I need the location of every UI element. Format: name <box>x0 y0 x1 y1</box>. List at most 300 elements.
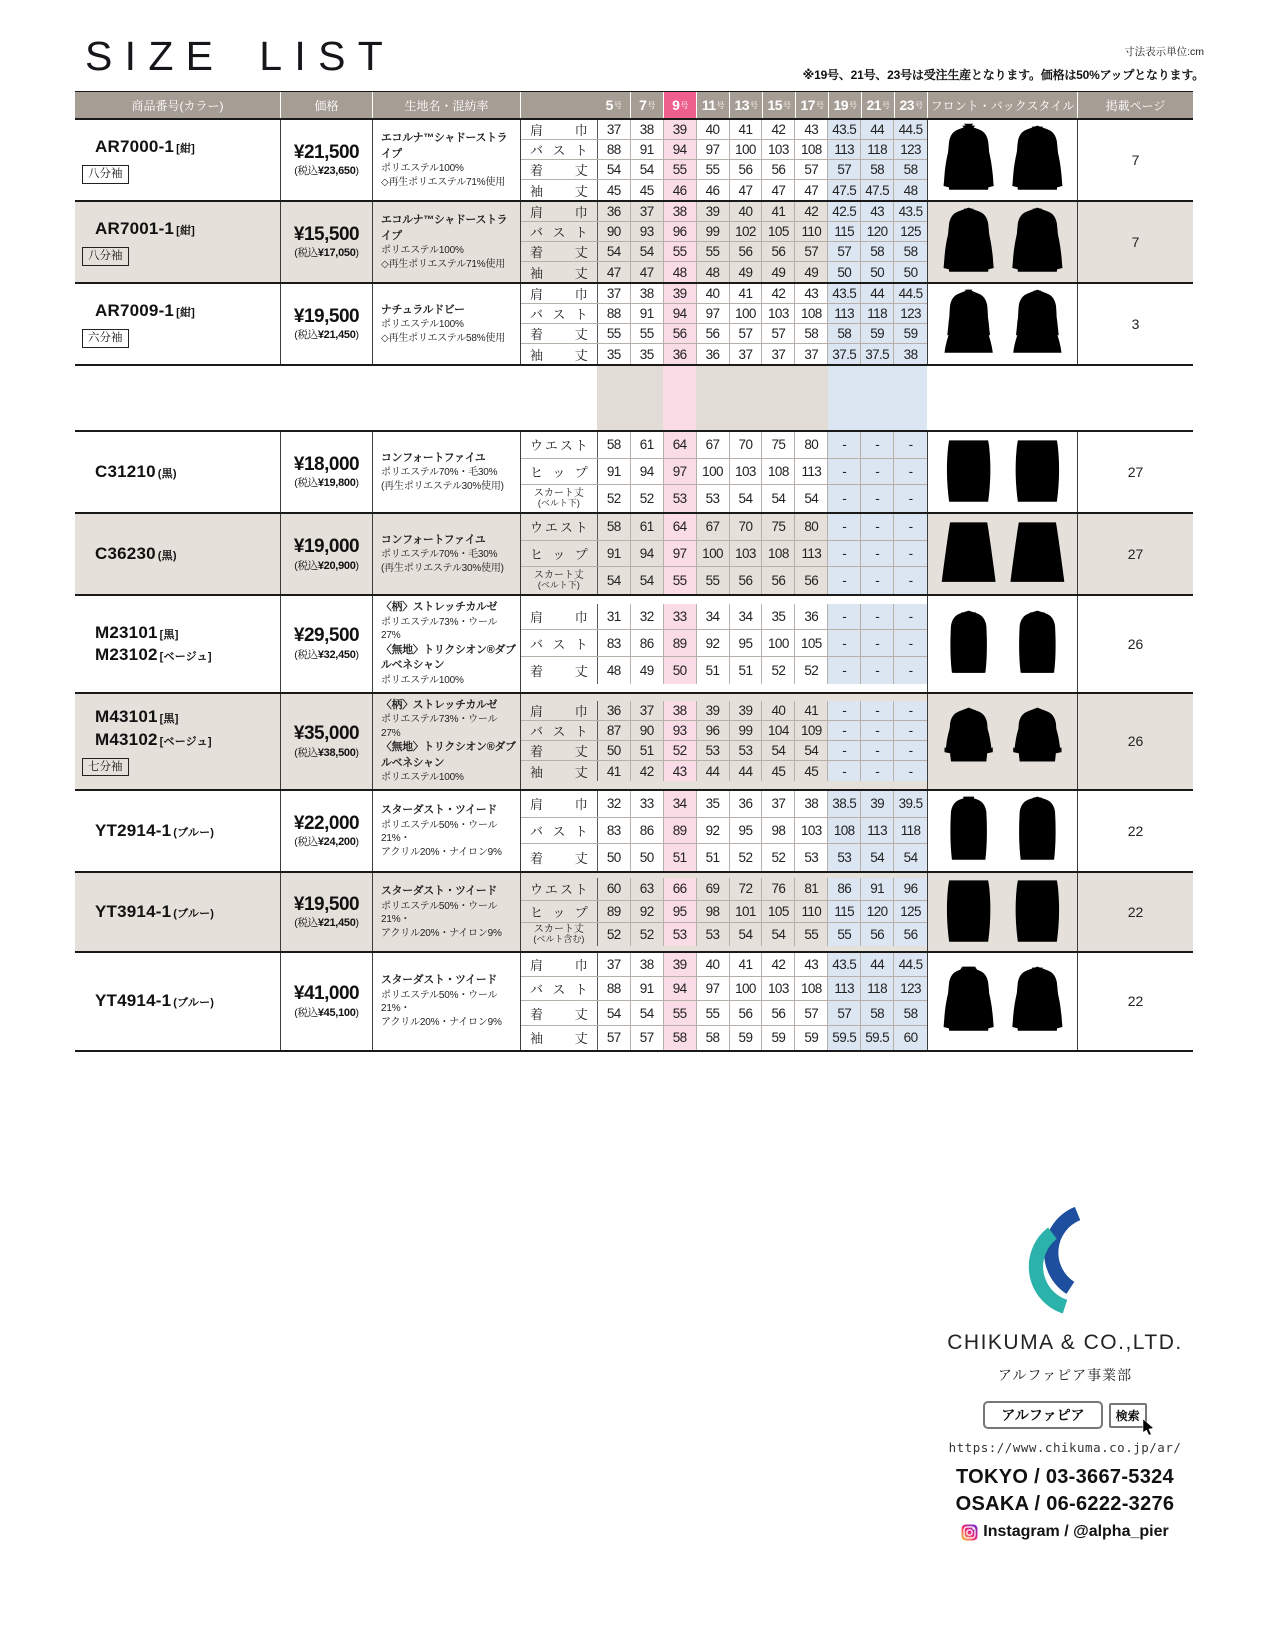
size-value: 55 <box>664 567 697 594</box>
fabric-line: ポリエステル73%・ウール27% <box>381 616 498 642</box>
size-table <box>75 91 1193 1052</box>
size-value: 37 <box>598 120 631 139</box>
measurement-label: 袖 丈 <box>521 761 598 781</box>
size-value: - <box>894 721 927 740</box>
measurement-label: バ ス ト <box>521 304 598 323</box>
product-row-M43101 <box>75 692 1193 789</box>
size-value: 103 <box>730 541 763 567</box>
size-value: 53 <box>795 844 828 871</box>
size-value: 52 <box>598 485 631 512</box>
size-value: 55 <box>697 242 730 261</box>
fabric-line: ポリエステル50%・ウール21%・ <box>381 819 498 845</box>
price-cell <box>280 284 372 364</box>
measurement-row <box>521 818 927 845</box>
size-value: 38 <box>664 701 697 720</box>
price-value: ¥35,000 <box>293 722 360 744</box>
size-value: 55 <box>664 1001 697 1024</box>
fabric-line: アクリル20%・ナイロン9% <box>381 1016 502 1028</box>
fabric-line: ポリエステル100% <box>381 163 464 175</box>
measurement-label: バ ス ト <box>521 140 598 159</box>
size-value: 108 <box>795 140 828 159</box>
size-value: 56 <box>730 567 763 594</box>
size-value: 59 <box>894 324 927 343</box>
garment-illustration <box>933 433 1073 511</box>
size-column-header-21: 21 号 <box>861 92 894 118</box>
product-code: M23102 [ベージュ] <box>95 644 212 664</box>
size-value: 43 <box>795 120 828 139</box>
size-value: 44 <box>861 120 894 139</box>
size-value: 54 <box>598 160 631 179</box>
size-value: 88 <box>598 140 631 159</box>
fabric-line: ポリエステル100% <box>381 319 464 331</box>
size-value: 90 <box>631 721 664 740</box>
measurement-row <box>521 977 927 1001</box>
size-value: - <box>894 761 927 781</box>
size-value: 100 <box>730 977 763 1000</box>
size-value: 58 <box>861 242 894 261</box>
price-cell <box>280 873 372 951</box>
size-value: 38 <box>631 120 664 139</box>
size-value: 55 <box>664 242 697 261</box>
measurement-label: 着 丈 <box>521 741 598 760</box>
measurement-row <box>521 567 927 594</box>
measurement-grid <box>520 596 927 691</box>
measurement-row <box>521 901 927 924</box>
size-value: 115 <box>828 901 861 923</box>
size-value: 80 <box>795 514 828 540</box>
fabric-line: スターダスト・ツイード <box>381 884 498 897</box>
measurement-label: 着 丈 <box>521 242 598 261</box>
size-value: 49 <box>730 262 763 282</box>
measurement-grid <box>520 202 927 282</box>
fabric-line: 〈無地〉トリクシオン®ダブルベネシャン <box>381 741 516 769</box>
size-value: 59.5 <box>828 1026 861 1050</box>
size-value: 108 <box>762 541 795 567</box>
size-value: 56 <box>762 1001 795 1024</box>
measurement-row <box>521 304 927 324</box>
size-value: - <box>894 741 927 760</box>
page-number: 26 <box>1077 596 1193 691</box>
size-value: 97 <box>697 140 730 159</box>
size-value: 38 <box>795 791 828 817</box>
tax-included-price: (税込¥32,450) <box>294 649 359 662</box>
size-value: - <box>861 514 894 540</box>
product-cell <box>75 596 280 691</box>
product-row-C31210 <box>75 430 1193 512</box>
measurement-grid <box>520 791 927 871</box>
size-value: 41 <box>730 120 763 139</box>
measurement-row <box>521 180 927 200</box>
cursor-icon <box>1142 1419 1156 1436</box>
measurement-row <box>521 459 927 486</box>
product-row-M23101 <box>75 594 1193 691</box>
website-url: https://www.chikuma.co.jp/ar/ <box>948 1440 1182 1455</box>
size-column-header-19: 19 号 <box>828 92 861 118</box>
fabric-line: スターダスト・ツイード <box>381 803 498 816</box>
product-cell <box>75 514 280 594</box>
measurement-grid <box>520 120 927 200</box>
size-value: 118 <box>894 818 927 844</box>
garment-illustration <box>933 702 1073 780</box>
size-value: 96 <box>894 878 927 900</box>
size-value: 100 <box>730 304 763 323</box>
band-blue <box>828 366 927 430</box>
size-value: - <box>894 657 927 684</box>
size-value: 38 <box>894 344 927 364</box>
page-number: 22 <box>1077 953 1193 1050</box>
size-value: - <box>828 701 861 720</box>
page-title: SIZE LIST <box>85 33 396 79</box>
size-value: 70 <box>730 514 763 540</box>
size-value: 37 <box>631 701 664 720</box>
size-value: 60 <box>894 1026 927 1050</box>
measurement-label: 肩 巾 <box>521 791 598 817</box>
size-value: 43 <box>861 202 894 221</box>
size-value: 34 <box>697 604 730 630</box>
size-value: 50 <box>598 741 631 760</box>
measurement-row <box>521 701 927 721</box>
measurement-row <box>521 844 927 871</box>
size-value: 104 <box>762 721 795 740</box>
size-value: - <box>828 485 861 512</box>
size-value: 113 <box>795 541 828 567</box>
measurement-label: 着 丈 <box>521 160 598 179</box>
measurement-label: ウ エ ス ト <box>521 432 598 458</box>
top-notes <box>803 44 1204 83</box>
size-value: 54 <box>894 844 927 871</box>
size-value: 58 <box>894 1001 927 1024</box>
size-value: 89 <box>598 901 631 923</box>
measurement-label: 袖 丈 <box>521 1026 598 1050</box>
size-value: 34 <box>664 791 697 817</box>
size-value: 37 <box>730 344 763 364</box>
size-value: 97 <box>664 459 697 485</box>
product-code: YT4914-1 (ブルー) <box>95 991 215 1011</box>
product-row-YT3914-1 <box>75 871 1193 951</box>
size-value: 54 <box>795 485 828 512</box>
page-number: 7 <box>1077 120 1193 200</box>
price-cell <box>280 514 372 594</box>
measurement-label: ウ エ ス ト <box>521 878 598 900</box>
tax-included-price: (税込¥24,200) <box>294 836 359 849</box>
size-value: 55 <box>795 923 828 946</box>
size-value: 67 <box>697 432 730 458</box>
size-value: 54 <box>631 160 664 179</box>
size-value: 83 <box>598 630 631 656</box>
size-value: 60 <box>598 878 631 900</box>
measurement-label: 着 丈 <box>521 844 598 871</box>
size-column-header-9: 9 号 <box>663 92 696 118</box>
fabric-line: 〈柄〉ストレッチカルゼ <box>381 698 498 711</box>
size-value: 92 <box>631 901 664 923</box>
product-codes <box>95 300 280 322</box>
size-value: 39 <box>664 953 697 976</box>
product-codes <box>95 543 280 565</box>
measurement-label: 着 丈 <box>521 324 598 343</box>
size-value: 55 <box>828 923 861 946</box>
size-value: 47 <box>762 180 795 200</box>
size-value: 58 <box>795 324 828 343</box>
product-codes <box>95 461 280 483</box>
page-number: 7 <box>1077 202 1193 282</box>
size-value: 44 <box>730 761 763 781</box>
size-value: 58 <box>697 1026 730 1050</box>
measurement-row <box>521 262 927 282</box>
size-value: - <box>861 485 894 512</box>
size-column-header-5: 5 号 <box>605 97 622 113</box>
price-value: ¥18,000 <box>293 453 360 475</box>
size-value: 45 <box>762 761 795 781</box>
size-value: 105 <box>795 630 828 656</box>
size-value: 92 <box>697 630 730 656</box>
size-value: 87 <box>598 721 631 740</box>
size-value: 61 <box>631 514 664 540</box>
page-number: 27 <box>1077 514 1193 594</box>
price-value: ¥19,500 <box>293 893 360 915</box>
size-value: 57 <box>762 324 795 343</box>
size-value: 48 <box>664 262 697 282</box>
size-value: 52 <box>598 923 631 946</box>
size-value: 33 <box>631 791 664 817</box>
measurement-row <box>521 242 927 262</box>
size-value: 93 <box>631 222 664 241</box>
size-value: - <box>861 741 894 760</box>
fabric-line: エコルナ™シャドーストライプ <box>381 131 508 160</box>
measurement-row <box>521 120 927 140</box>
header-measure-blank <box>520 92 597 118</box>
size-value: 51 <box>631 741 664 760</box>
size-value: 113 <box>861 818 894 844</box>
size-value: 39 <box>664 120 697 139</box>
measurement-label: 肩 巾 <box>521 284 598 303</box>
size-value: 55 <box>697 1001 730 1024</box>
price-value: ¥41,000 <box>293 982 360 1004</box>
product-codes <box>95 136 280 158</box>
measurement-row <box>521 1001 927 1025</box>
measurement-label: 肩 巾 <box>521 604 598 630</box>
product-cell <box>75 284 280 364</box>
size-value: 56 <box>762 242 795 261</box>
size-value: 91 <box>598 541 631 567</box>
measurement-label: スカート丈 (ベルト含む) <box>521 923 598 946</box>
size-value: - <box>828 630 861 656</box>
band-beige-mid <box>696 366 828 430</box>
product-codes <box>95 990 280 1012</box>
size-value: 35 <box>697 791 730 817</box>
size-value: 36 <box>598 701 631 720</box>
size-value: 41 <box>762 202 795 221</box>
garment-illustration <box>933 285 1073 363</box>
measurement-row <box>521 514 927 541</box>
size-value: 58 <box>598 514 631 540</box>
measurement-label: ヒ ッ プ <box>521 541 598 567</box>
size-value: - <box>894 604 927 630</box>
garment-illustration <box>933 873 1073 951</box>
product-cell <box>75 791 280 871</box>
size-value: 113 <box>795 459 828 485</box>
phone-tokyo: TOKYO / 03-3667-5324 <box>956 1466 1174 1488</box>
size-value: 43.5 <box>828 120 861 139</box>
product-cell <box>75 953 280 1050</box>
fabric-line: アクリル20%・ナイロン9% <box>381 846 502 858</box>
measurement-label: バ ス ト <box>521 222 598 241</box>
size-value: 110 <box>795 222 828 241</box>
size-value: - <box>861 630 894 656</box>
size-value: 53 <box>730 741 763 760</box>
size-value: 81 <box>795 878 828 900</box>
measurement-label: バ ス ト <box>521 818 598 844</box>
size-value: - <box>861 761 894 781</box>
price-cell <box>280 120 372 200</box>
size-value: 56 <box>762 567 795 594</box>
size-value: 57 <box>828 1001 861 1024</box>
size-value: 44 <box>861 953 894 976</box>
product-code: C31210 (黒) <box>95 461 177 481</box>
size-value: 31 <box>598 604 631 630</box>
product-cell <box>75 873 280 951</box>
size-value: 95 <box>664 901 697 923</box>
size-value: 53 <box>664 923 697 946</box>
front-back-style-cell <box>927 953 1077 1050</box>
size-value: 51 <box>697 844 730 871</box>
size-value: - <box>894 459 927 485</box>
size-value: 59 <box>762 1026 795 1050</box>
size-value: 47.5 <box>861 180 894 200</box>
size-value: 37 <box>795 344 828 364</box>
measurement-grid <box>520 432 927 512</box>
size-value: 123 <box>894 304 927 323</box>
size-value: 54 <box>795 741 828 760</box>
size-value: 100 <box>730 140 763 159</box>
size-value: 91 <box>598 459 631 485</box>
tax-included-price: (税込¥19,800) <box>294 477 359 490</box>
fabric-cell <box>372 791 520 871</box>
page-number: 22 <box>1077 873 1193 951</box>
size-value: 95 <box>730 630 763 656</box>
size-value: 57 <box>598 1026 631 1050</box>
size-value: 101 <box>730 901 763 923</box>
measurement-row <box>521 541 927 568</box>
size-value: 36 <box>795 604 828 630</box>
size-value: 75 <box>762 432 795 458</box>
size-value: 95 <box>730 818 763 844</box>
size-value: 54 <box>631 567 664 594</box>
product-row-YT2914-1 <box>75 789 1193 871</box>
size-value: 52 <box>664 741 697 760</box>
front-back-style-cell <box>927 284 1077 364</box>
size-value: 125 <box>894 901 927 923</box>
garment-illustration <box>933 515 1073 593</box>
size-value: 69 <box>697 878 730 900</box>
size-value: 94 <box>631 459 664 485</box>
size-value: 56 <box>730 1001 763 1024</box>
size-value: 50 <box>664 657 697 684</box>
measurement-grid <box>520 694 927 789</box>
size-value: 43.5 <box>828 953 861 976</box>
header-fabric: 生地名・混紡率 <box>372 92 520 118</box>
fabric-line: ◇再生ポリエステル71%使用 <box>381 258 506 270</box>
tax-included-price: (税込¥20,900) <box>294 559 359 572</box>
size-value: 97 <box>697 977 730 1000</box>
footer <box>935 1205 1195 1541</box>
size-value: 50 <box>828 262 861 282</box>
measurement-label: ウ エ ス ト <box>521 514 598 540</box>
size-value: 118 <box>861 140 894 159</box>
size-value: 39 <box>730 701 763 720</box>
size-value: 118 <box>861 977 894 1000</box>
size-value: 88 <box>598 977 631 1000</box>
size-value: 46 <box>697 180 730 200</box>
size-value: - <box>894 630 927 656</box>
size-value: 94 <box>664 304 697 323</box>
size-value: 98 <box>762 818 795 844</box>
page-number: 22 <box>1077 791 1193 871</box>
header-front-back-style: フロント・バックスタイル <box>927 92 1077 118</box>
fabric-cell <box>372 694 520 789</box>
size-value: 58 <box>598 432 631 458</box>
size-value: 43 <box>795 953 828 976</box>
measurement-label: 肩 巾 <box>521 120 598 139</box>
size-value: 100 <box>762 630 795 656</box>
size-value: 89 <box>664 818 697 844</box>
measurement-label: スカート丈 (ベルト下) <box>521 567 598 594</box>
garment-illustration <box>933 203 1073 281</box>
size-value: 37.5 <box>861 344 894 364</box>
size-value: 96 <box>664 222 697 241</box>
fabric-line: アクリル20%・ナイロン9% <box>381 927 502 939</box>
fabric-line: ◇再生ポリエステル58%使用 <box>381 332 506 344</box>
size-value: 36 <box>730 791 763 817</box>
size-value: 105 <box>762 222 795 241</box>
size-value: 72 <box>730 878 763 900</box>
size-value: 56 <box>861 923 894 946</box>
size-value: 88 <box>598 304 631 323</box>
size-value: 56 <box>664 324 697 343</box>
size-value: 36 <box>598 202 631 221</box>
fabric-line: スターダスト・ツイード <box>381 974 498 987</box>
phone-numbers <box>935 1464 1195 1518</box>
size-value: 52 <box>795 657 828 684</box>
unit-note: 寸法表示単位:cm <box>1124 46 1204 58</box>
size-value: 54 <box>598 567 631 594</box>
size-value: 46 <box>664 180 697 200</box>
size-value: 120 <box>861 222 894 241</box>
size-value: 37 <box>762 791 795 817</box>
size-value: 57 <box>631 1026 664 1050</box>
size-value: 99 <box>697 222 730 241</box>
size-value: 58 <box>861 160 894 179</box>
page-number: 26 <box>1077 694 1193 789</box>
product-code: YT2914-1 (ブルー) <box>95 820 215 840</box>
size-value: 110 <box>795 901 828 923</box>
size-value: 45 <box>598 180 631 200</box>
size-value: 109 <box>795 721 828 740</box>
fabric-cell <box>372 284 520 364</box>
size-value: 53 <box>828 844 861 871</box>
size-value: 44.5 <box>894 284 927 303</box>
size-value: 43.5 <box>894 202 927 221</box>
size-value: 38 <box>631 953 664 976</box>
measurement-row <box>521 160 927 180</box>
price-cell <box>280 596 372 691</box>
size-value: 76 <box>762 878 795 900</box>
fabric-line: 〈柄〉ストレッチカルゼ <box>381 601 498 614</box>
size-value: 55 <box>664 160 697 179</box>
measurement-label: バ ス ト <box>521 630 598 656</box>
fabric-line: ポリエステル100% <box>381 772 464 784</box>
size-value: 40 <box>697 953 730 976</box>
measurement-label: 肩 巾 <box>521 953 598 976</box>
